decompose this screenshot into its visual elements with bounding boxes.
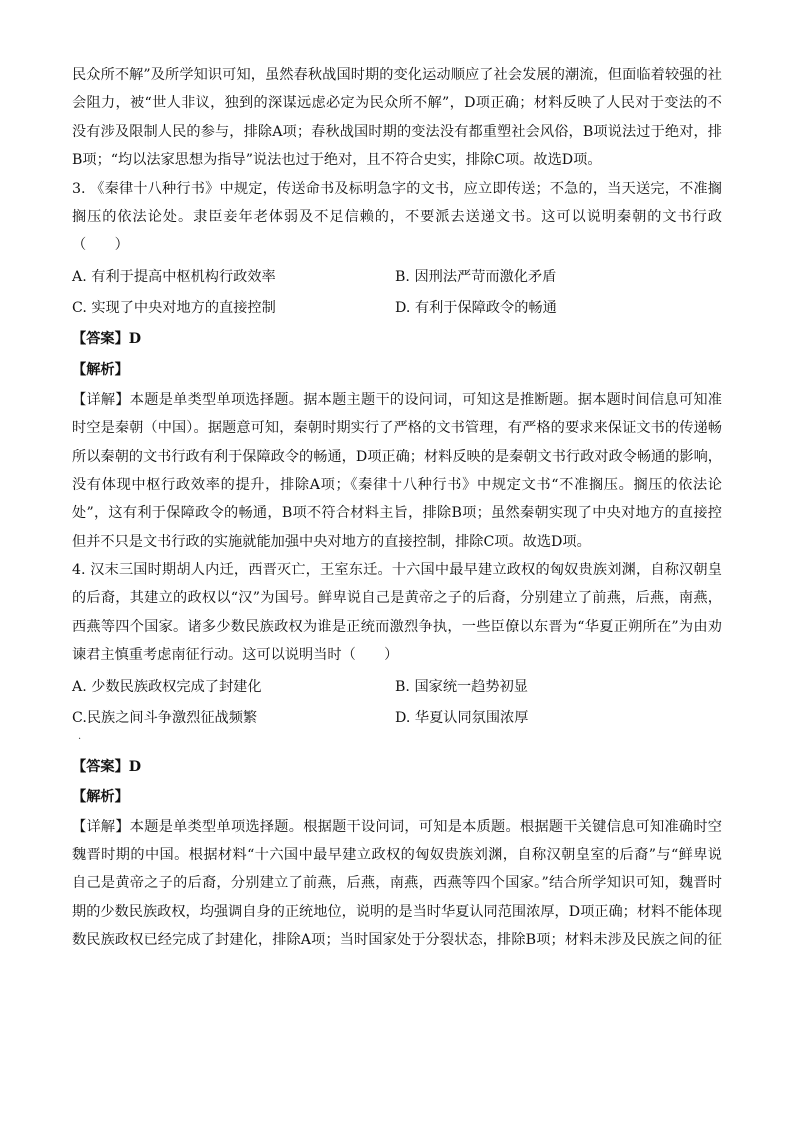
text-line: 没有涉及限制人民的参与，排除A项；春秋战国时期的变法没有都重塑社会风俗，B项说法过于绝对，排: [72, 123, 722, 140]
detail-line: 数民族政权已经完成了封建化，排除A项；当时国家处于分裂状态，排除B项；材料未涉及民族之间的征: [72, 932, 722, 949]
question-stem-line: 的后裔，其建立的政权以“汉”为国号。鲜卑说自己是黄帝之子的后裔，分别建立了前燕，后燕，南燕，: [72, 590, 722, 607]
option-a: A. 有利于提高中枢机构行政效率: [72, 268, 276, 285]
question-3: [72, 175, 722, 557]
stray-mark: ·: [78, 733, 82, 745]
option-b: B. 因刑法严苛而激化矛盾: [395, 268, 557, 285]
question-stem-line: 西燕等四个国家。诸多少数民族政权为谁是正统而激烈争执，一些臣僚以东晋为“华夏正朔所在”为由劝: [72, 618, 722, 635]
analysis-label: 【解析】: [72, 361, 129, 378]
answer-label: 【答案】D: [72, 330, 142, 347]
detail-line: 【详解】本题是单类型单项选择题。根据题干设问词，可知是本质题。根据题干关键信息可知准确时空: [72, 818, 722, 835]
detail-line: 自己是黄帝之子的后裔，分别建立了前燕，后燕，南燕，西燕等四个国家。”结合所学知识可知，魏晋时: [72, 875, 722, 892]
option-b: B. 国家统一趋势初显: [395, 678, 528, 695]
text-line: 会阻力，被“世人非议，独到的深谋远虑必定为民众所不解”，D项正确；材料反映了人民对于变法的不: [72, 95, 722, 112]
question-stem-line: 4. 汉末三国时期胡人内迁，西晋灭亡，王室东迁。十六国中最早建立政权的匈奴贵族刘渊，自称汉朝皇: [72, 562, 722, 579]
detail-line: 但并不只是文书行政的实施就能加强中央对地方的直接控制，排除C项。故选D项。: [72, 533, 591, 550]
detail-line: 魏晋时期的中国。根据材料“十六国中最早建立政权的匈奴贵族刘渊，自称汉朝皇室的后裔”与“鲜卑说: [72, 847, 722, 864]
detail-line: 【详解】本题是单类型单项选择题。据本题主题干的设问词，可知这是推断题。据本题时间信息可知准: [72, 391, 722, 408]
question-stem-line: 谏君主慎重考虑南征行动。这可以说明当时（ ）: [72, 647, 399, 664]
question-stem-line: 搁压的依法论处。隶臣妾年老体弱及不足信赖的，不要派去送递文书。这可以说明秦朝的文书行政: [72, 208, 722, 225]
answer-label: 【答案】D: [72, 758, 142, 775]
text-line: B项；“均以法家思想为指导”说法也过于绝对，且不符合史实，排除C项。故选D项。: [72, 152, 602, 169]
question-stem-line: （ ）: [72, 237, 129, 254]
detail-line: 处”，这有利于保障政令的畅通，B项不符合材料主旨，排除B项；虽然秦朝实现了中央对地方的直接控: [72, 505, 722, 522]
detail-line: 所以秦朝的文书行政有利于保障政令的畅通，D项正确；材料反映的是秦朝文书行政对政令畅通的影响，: [72, 448, 722, 465]
options-row: [72, 703, 722, 734]
text-line: 民众所不解”及所学知识可知，虽然春秋战国时期的变化运动顺应了社会发展的潮流，但面临着较强的社: [72, 67, 722, 83]
options-row: [72, 262, 722, 293]
options-row: [72, 672, 722, 703]
options-row: [72, 293, 722, 324]
option-c: C.民族之间斗争激烈征战频繁: [72, 709, 258, 726]
option-c: C. 实现了中央对地方的直接控制: [72, 299, 276, 316]
question-stem-line: 3. 《秦律十八种行书》中规定，传送命书及标明急字的文书，应立即传送；不急的，当天送完，不准搁: [72, 180, 722, 197]
detail-line: 没有体现中枢行政效率的提升，排除A项；《秦律十八种行书》中规定文书“不准搁压。搁压的依法论: [72, 476, 722, 493]
document-page: [72, 61, 722, 955]
question-4: [72, 556, 722, 955]
detail-line: 期的少数民族政权，均强调自身的正统地位，说明的是当时华夏认同范围浓厚，D项正确；材料不能体现: [72, 903, 722, 920]
analysis-label: 【解析】: [72, 788, 129, 805]
option-a: A. 少数民族政权完成了封建化: [72, 678, 262, 695]
option-d: D. 有利于保障政令的畅通: [395, 299, 557, 316]
detail-line: 时空是秦朝（中国）。据题意可知，秦朝时期实行了严格的文书管理，有严格的要求来保证文书的传递畅: [72, 420, 722, 437]
previous-analysis: [72, 61, 722, 175]
option-d: D. 华夏认同氛围浓厚: [395, 709, 529, 726]
